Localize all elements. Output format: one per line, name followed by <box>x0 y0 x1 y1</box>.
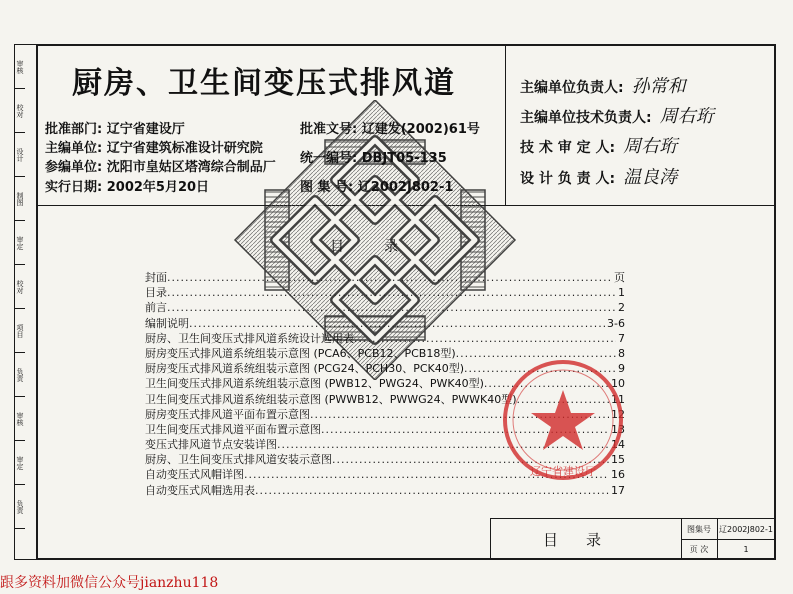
toc-entry-label: 变压式排风道节点安装详图 <box>145 438 277 452</box>
toc-entry[interactable] <box>145 270 625 285</box>
leader-dots <box>167 300 616 315</box>
unified-number-row <box>300 147 447 166</box>
side-cell: 项目 <box>15 309 25 353</box>
toc-entry[interactable] <box>145 331 625 346</box>
editor-label: 主编单位: <box>45 141 103 156</box>
leader-dots <box>167 270 612 285</box>
toc-entry-label: 封面 <box>145 271 167 284</box>
doc-number-label: 批准文号: <box>300 122 358 137</box>
responsible-label: 主编单位负责人: <box>520 80 624 96</box>
toc-entry-page: 10 <box>611 377 625 391</box>
toc-entry-page: 12 <box>611 407 625 421</box>
title-block <box>490 518 775 558</box>
side-cell: 审定 <box>15 441 25 485</box>
responsible-row <box>520 72 686 98</box>
atlas-number-row <box>300 176 453 195</box>
approval-dept-value: 辽宁省建设厅 <box>106 122 185 137</box>
toc-entry[interactable] <box>145 316 625 331</box>
leader-dots <box>189 316 605 331</box>
red-seal-stamp <box>498 355 628 485</box>
toc-entry-label: 编制说明 <box>145 316 189 330</box>
participant-label: 参编单位: <box>45 160 103 175</box>
side-cell: 审核 <box>15 45 25 89</box>
signature-side-strip <box>14 44 36 560</box>
approval-dept-label: 批准部门: <box>45 122 103 137</box>
toc-entry-label: 厨房、卫生间变压式排风道系统设计选用表 <box>145 331 354 345</box>
responsible-label: 主编单位技术负责人: <box>520 110 652 126</box>
unified-number-value: DBJT05-135 <box>361 151 447 166</box>
unified-number-label: 统一编号: <box>300 151 358 166</box>
leader-dots <box>167 285 616 300</box>
side-cell: 负责 <box>15 485 25 529</box>
atlas-title: 厨房、卫生间变压式排风道 <box>72 66 456 101</box>
participant-row <box>45 156 276 175</box>
handwritten-signature: 周右珩 <box>659 106 714 127</box>
atlas-key: 图集号 <box>687 524 711 534</box>
toc-entry-label: 自动变压式风帽详图 <box>145 468 244 482</box>
effective-label: 实行日期: <box>45 180 103 195</box>
toc-entry-page: 2 <box>618 301 625 315</box>
toc-entry-label: 厨房变压式排风道系统组装示意图 (PCA6、PCB12、PCB18型) <box>145 346 456 360</box>
handwritten-signature: 周右珩 <box>623 136 678 157</box>
leader-dots <box>354 331 616 346</box>
handwritten-signature: 温良涛 <box>623 167 678 188</box>
toc-entry-label: 前言 <box>145 301 167 315</box>
side-cell: 审核 <box>15 397 25 441</box>
responsible-label: 设 计 负 责 人: <box>520 171 616 187</box>
approval-dept-row <box>45 118 185 137</box>
toc-entry-page: 11 <box>611 392 625 406</box>
toc-entry-label: 厨房变压式排风道系统组装示意图 (PCG24、PCH30、PCK40型) <box>145 362 465 376</box>
participant-value: 沈阳市皇姑区塔湾综合制品厂 <box>106 160 276 175</box>
footer-watermark-text: 跟多资料加微信公众号jianzhu118 <box>0 575 219 591</box>
toc-entry-page: 7 <box>618 331 625 345</box>
toc-entry-label: 自动变压式风帽选用表 <box>145 483 255 497</box>
responsible-row <box>520 102 714 128</box>
atlas-value: 辽2002J802-1 <box>719 524 773 534</box>
toc-entry-label: 厨房变压式排风道平面布置示意图 <box>145 407 310 421</box>
toc-entry-page: 8 <box>618 346 625 360</box>
responsible-label: 技 术 审 定 人: <box>520 140 616 156</box>
page-key: 页 次 <box>689 544 709 554</box>
atlas-number-label: 图 集 号: <box>300 180 354 195</box>
toc-entry-page: 16 <box>611 468 625 482</box>
toc-entry-page: 9 <box>618 362 625 376</box>
side-cell: 设计 <box>15 133 25 177</box>
title-block-name: 目录 <box>542 530 629 549</box>
toc-entry-page: 1 <box>618 286 625 300</box>
side-cell: 校对 <box>15 89 25 133</box>
page-value: 1 <box>743 544 749 554</box>
responsible-row <box>520 163 677 189</box>
responsible-row <box>520 132 677 158</box>
toc-entry-page: 页 <box>614 271 625 284</box>
toc-entry-page: 17 <box>611 483 625 497</box>
toc-entry-page: 14 <box>611 438 625 452</box>
side-cell: 制图 <box>15 177 25 221</box>
toc-entry-label: 卫生间变压式排风道平面布置示意图 <box>145 422 321 436</box>
toc-entry-label: 卫生间变压式排风道系统组装示意图 (PWWB12、PWWG24、PWWK40型) <box>145 392 517 406</box>
side-cell: 负责 <box>15 353 25 397</box>
handwritten-signature: 孙常和 <box>631 76 686 97</box>
stamp-text: 辽宁省建设厅 <box>530 465 596 478</box>
effective-value: 2002年5月20日 <box>106 180 210 195</box>
doc-number-value: 辽建发(2002)61号 <box>361 122 480 137</box>
toc-entry-page: 13 <box>611 422 625 436</box>
toc-entry-page: 15 <box>611 453 625 467</box>
toc-entry[interactable] <box>145 300 625 315</box>
atlas-number-value: 辽2002J802-1 <box>357 180 454 195</box>
toc-entry-label: 厨房、卫生间变压式排风道安装示意图 <box>145 453 332 467</box>
toc-entry-label: 目录 <box>145 286 167 300</box>
side-cell: 校对 <box>15 265 25 309</box>
side-cell: 审定 <box>15 221 25 265</box>
toc-heading: 目录 <box>330 239 438 255</box>
editor-value: 辽宁省建筑标准设计研究院 <box>106 141 263 156</box>
toc-entry-label: 卫生间变压式排风道系统组装示意图 (PWB12、PWG24、PWK40型) <box>145 377 484 391</box>
toc-entry-page: 3-6 <box>607 316 625 330</box>
toc-entry[interactable] <box>145 285 625 300</box>
effective-date-row <box>45 176 209 195</box>
doc-number-row <box>300 118 480 137</box>
editor-row <box>45 137 263 156</box>
